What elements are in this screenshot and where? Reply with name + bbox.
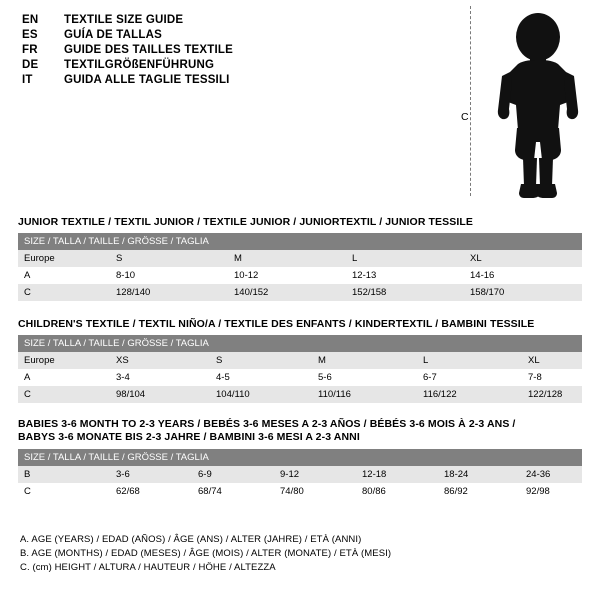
language-code: DE (22, 59, 39, 71)
language-title-block (22, 14, 442, 89)
cell: 80/86 (356, 483, 438, 500)
section-title-children: CHILDREN'S TEXTILE / TEXTIL NIÑO/A / TEXTILE DES ENFANTS / KINDERTEXTIL / BAMBINI TESSILE (18, 318, 535, 330)
cell: 62/68 (110, 483, 192, 500)
cell: 9-12 (274, 466, 356, 483)
cell: 68/74 (192, 483, 274, 500)
language-row (22, 74, 442, 86)
row-label: Europe (18, 352, 110, 369)
table-header-label: SIZE / TALLA / TAILLE / GRÖSSE / TAGLIA (18, 335, 582, 352)
cell: XL (464, 250, 582, 267)
cell: 12-13 (346, 267, 464, 284)
section-title-babies (18, 418, 582, 444)
cell: 92/98 (520, 483, 582, 500)
toddler-silhouette-icon (488, 10, 588, 200)
legend-line-a: A. AGE (YEARS) / EDAD (AÑOS) / ÂGE (ANS) / ALTER (JAHRE) / ETÀ (ANNI) (20, 534, 362, 545)
cell: 98/104 (110, 386, 210, 403)
cell: 3-6 (110, 466, 192, 483)
table-row (18, 250, 582, 267)
cell: 110/116 (312, 386, 417, 403)
cell: S (110, 250, 228, 267)
section-title-babies-line2: BABYS 3-6 MONATE BIS 2-3 JAHRE / BAMBINI 3-6 MESI A 2-3 ANNI (18, 431, 360, 443)
cell: 8-10 (110, 267, 228, 284)
row-label: C (18, 284, 110, 301)
table-row (18, 352, 582, 369)
language-title: TEXTILE SIZE GUIDE (64, 14, 184, 26)
row-label: B (18, 466, 110, 483)
cell: 140/152 (228, 284, 346, 301)
cell: L (346, 250, 464, 267)
table-children (18, 335, 582, 403)
language-row (22, 29, 442, 41)
language-title: GUIDA ALLE TAGLIE TESSILI (64, 74, 230, 86)
table-row (18, 369, 582, 386)
language-row (22, 14, 442, 26)
cell: XL (522, 352, 582, 369)
table-header-row (18, 449, 582, 466)
cell: 152/158 (346, 284, 464, 301)
legend-line-b: B. AGE (MONTHS) / EDAD (MESES) / ÂGE (MOIS) / ALTER (MONATE) / ETÀ (MESI) (20, 548, 392, 559)
section-title-babies-line1: BABIES 3-6 MONTH TO 2-3 YEARS / BEBÉS 3-6 MESES A 2-3 AÑOS / BÉBÉS 3-6 MOIS À 2-3 ANS / (18, 418, 516, 430)
section-title-junior: JUNIOR TEXTILE / TEXTIL JUNIOR / TEXTILE JUNIOR / JUNIORTEXTIL / JUNIOR TESSILE (18, 216, 473, 228)
cell: 74/80 (274, 483, 356, 500)
cell: L (417, 352, 522, 369)
language-row (22, 59, 442, 71)
table-header-row (18, 233, 582, 250)
row-label: Europe (18, 250, 110, 267)
cell: 10-12 (228, 267, 346, 284)
cell: 18-24 (438, 466, 520, 483)
section-babies (18, 418, 582, 500)
cell: 6-9 (192, 466, 274, 483)
cell: XS (110, 352, 210, 369)
legend-line-c: C. (cm) HEIGHT / ALTURA / HAUTEUR / HÖHE / ALTEZZA (20, 562, 276, 573)
cell: 128/140 (110, 284, 228, 301)
cell: 86/92 (438, 483, 520, 500)
language-code: ES (22, 29, 38, 41)
section-junior (18, 216, 582, 301)
height-measurement-figure (450, 6, 595, 201)
legend-block (20, 533, 580, 575)
table-row (18, 386, 582, 403)
language-title: GUÍA DE TALLAS (64, 29, 162, 41)
cell: 3-4 (110, 369, 210, 386)
cell: 158/170 (464, 284, 582, 301)
table-row (18, 466, 582, 483)
measurement-dashed-line (470, 6, 471, 196)
cell: 122/128 (522, 386, 582, 403)
section-children (18, 318, 582, 403)
language-title: TEXTILGRÖßENFÜHRUNG (64, 59, 215, 71)
cell: S (210, 352, 312, 369)
table-row (18, 284, 582, 301)
table-header-label: SIZE / TALLA / TAILLE / GRÖSSE / TAGLIA (18, 449, 582, 466)
table-row (18, 483, 582, 500)
row-label: A (18, 267, 110, 284)
table-row (18, 267, 582, 284)
cell: 12-18 (356, 466, 438, 483)
row-label: A (18, 369, 110, 386)
language-row (22, 44, 442, 56)
language-code: EN (22, 14, 39, 26)
cell: 7-8 (522, 369, 582, 386)
cell: 5-6 (312, 369, 417, 386)
table-header-label: SIZE / TALLA / TAILLE / GRÖSSE / TAGLIA (18, 233, 582, 250)
table-junior (18, 233, 582, 301)
cell: 14-16 (464, 267, 582, 284)
language-code: FR (22, 44, 38, 56)
cell: M (228, 250, 346, 267)
table-babies (18, 449, 582, 500)
cell: 24-36 (520, 466, 582, 483)
cell: 116/122 (417, 386, 522, 403)
language-code: IT (22, 74, 33, 86)
cell: 4-5 (210, 369, 312, 386)
measurement-label-c: C (461, 111, 469, 123)
row-label: C (18, 483, 110, 500)
cell: M (312, 352, 417, 369)
cell: 104/110 (210, 386, 312, 403)
table-header-row (18, 335, 582, 352)
cell: 6-7 (417, 369, 522, 386)
language-title: GUIDE DES TAILLES TEXTILE (64, 44, 233, 56)
row-label: C (18, 386, 110, 403)
